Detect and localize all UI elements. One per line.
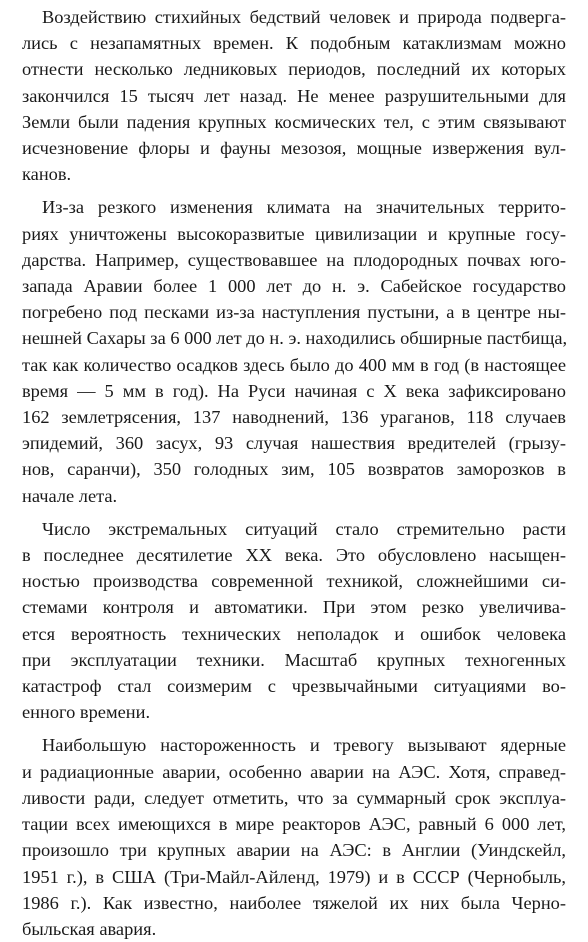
text-line: при эксплуатации техники. Масштаб крупных техногенных	[22, 649, 566, 670]
text-line: тации всех имеющихся в мире реакторов АЭС, равный 6 000 лет,	[22, 814, 566, 835]
text-line: эпидемий, 360 засух, 93 случая нашествия вредителей (грызу-	[22, 433, 566, 454]
text-line: ется вероятность технических неполадок и ошибок человека	[22, 623, 566, 644]
text-line: время — 5 мм в год). На Руси начиная с X века зафиксировано	[22, 380, 566, 401]
paragraph-nuclear-accidents	[22, 732, 566, 942]
text-line: начале лета.	[22, 485, 118, 506]
text-line: риях уничтожены высокоразвитые цивилизации и крупные госу-	[22, 223, 566, 244]
text-line: нов, саранчи), 350 голодных зим, 105 возвратов заморозков в	[22, 459, 566, 480]
text-line: отнести несколько ледниковых периодов, последний их которых	[22, 59, 566, 80]
text-line: енного времени.	[22, 702, 151, 723]
text-line: произошло три крупных аварии на АЭС: в Англии (Уиндскейл,	[22, 840, 566, 861]
text-line: запада Аравии более 1 000 лет до н. э. Сабейское государство	[22, 276, 566, 297]
text-line: так как количество осадков здесь было до 400 мм в год (в настоящее	[22, 354, 566, 375]
text-line: дарства. Например, существовавшее на плодородных почвах юго-	[22, 249, 566, 270]
paragraph-climate-change	[22, 194, 566, 508]
paragraph-natural-disasters	[22, 4, 566, 187]
text-line: и радиационные аварии, особенно аварии на АЭС. Хотя, справед-	[22, 761, 566, 782]
text-line: ливости ради, следует отметить, что за суммарный срок эксплуа-	[22, 787, 566, 808]
text-line: закончился 15 тысяч лет назад. Не менее разрушительными для	[22, 85, 566, 106]
text-line: Наибольшую настороженность и тревогу вызывают ядерные	[42, 735, 566, 756]
text-line: 1951 г.), в США (Три-Майл-Айленд, 1979) и в СССР (Чернобыль,	[22, 866, 566, 887]
text-line: Воздействию стихийных бедствий человек и природа подверга-	[42, 7, 566, 27]
text-line: быльская авария.	[22, 918, 157, 939]
text-line: ностью производства современной техникой, сложнейшими си-	[22, 571, 566, 592]
text-line: канов.	[22, 164, 72, 185]
text-line: Земли были падения крупных космических тел, с этим связывают	[22, 111, 566, 132]
text-line: Из-за резкого изменения климата на значительных террито-	[42, 197, 566, 218]
paragraph-emergency-situations	[22, 516, 566, 726]
text-line: катастроф стал соизмерим с чрезвычайными ситуациями во-	[22, 676, 566, 697]
text-line: лись с незапамятных времен. К подобным катаклизмам можно	[22, 33, 566, 54]
text-line: 162 землетрясения, 137 наводнений, 136 ураганов, 118 случаев	[22, 407, 566, 428]
text-line: исчезновение флоры и фауны мезозоя, мощные извержения вул-	[22, 138, 566, 159]
text-line: стемами контроля и автоматики. При этом резко увеличива-	[22, 597, 566, 618]
text-line: нешней Сахары за 6 000 лет до н. э. находились обширные пастбища,	[22, 328, 568, 349]
text-line: погребено под песками из-за наступления пустыни, а в центре ны-	[22, 302, 566, 323]
text-line: Число экстремальных ситуаций стало стремительно расти	[42, 518, 566, 539]
text-line: 1986 г.). Как известно, наиболее тяжелой их них была Черно-	[22, 892, 566, 913]
text-line: в последнее десятилетие XX века. Это обусловлено насыщен-	[22, 545, 566, 566]
